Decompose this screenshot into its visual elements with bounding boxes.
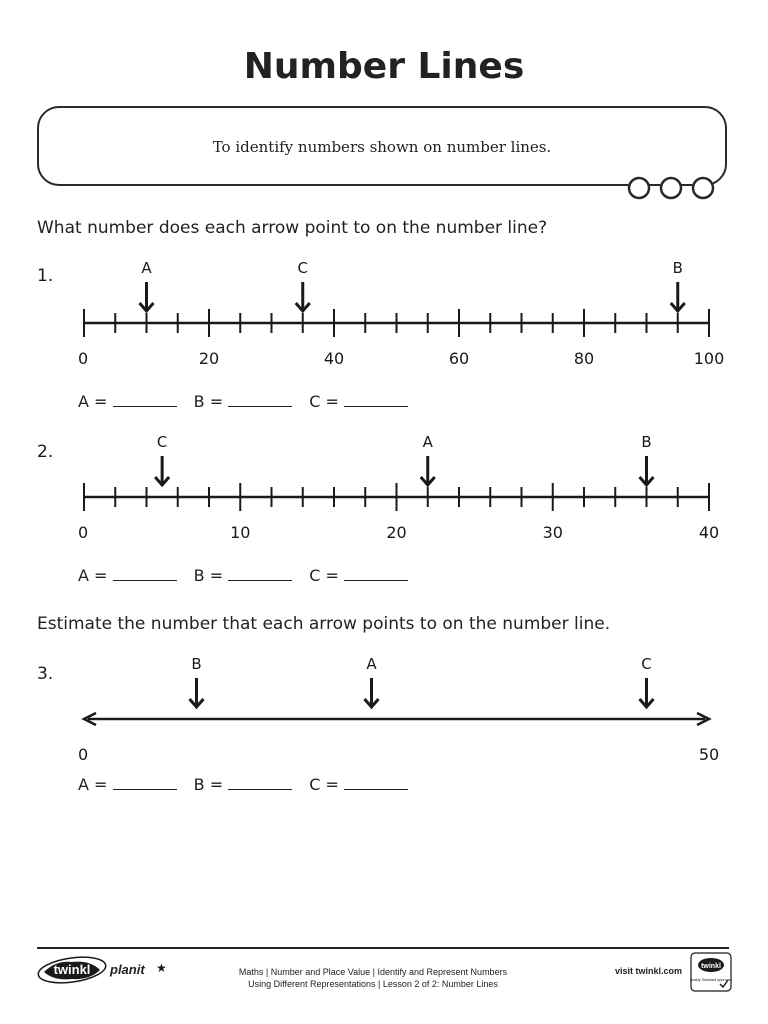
star-icon: ★ bbox=[156, 961, 167, 975]
answer-c-label: C = bbox=[309, 775, 339, 794]
arrow-label: A bbox=[141, 259, 152, 277]
arrow-label: B bbox=[191, 655, 202, 673]
tick-label: 80 bbox=[573, 349, 595, 368]
section1-instruction: What number does each arrow point to on the number line? bbox=[37, 218, 548, 238]
badge-caption-text: Quality Standard Approved bbox=[690, 978, 732, 982]
tick-label: 60 bbox=[448, 349, 470, 368]
answer-b-label: B = bbox=[193, 566, 224, 585]
question-2-number: 2. bbox=[37, 442, 54, 462]
answer-c-label: C = bbox=[309, 392, 339, 411]
answer-b-blank[interactable] bbox=[228, 566, 292, 581]
footer-curriculum-text bbox=[200, 966, 546, 990]
arrow-label: B bbox=[672, 259, 683, 277]
tick-label: 0 bbox=[78, 349, 89, 368]
tick-label: 0 bbox=[78, 523, 89, 542]
number-line-1 bbox=[0, 250, 768, 410]
arrow-label: C bbox=[641, 655, 652, 673]
question-3-number: 3. bbox=[37, 664, 54, 684]
arrow-label: C bbox=[156, 433, 168, 451]
objective-text: To identify numbers shown on number lines. bbox=[212, 138, 552, 156]
footer-line-1: Maths | Number and Place Value | Identify and Represent Numbers bbox=[238, 967, 508, 977]
arrow-label: B bbox=[641, 433, 652, 451]
question-1-number: 1. bbox=[37, 266, 54, 286]
page-title: Number Lines bbox=[243, 46, 525, 87]
arrow-label: A bbox=[366, 655, 377, 673]
bead-decoration bbox=[626, 176, 716, 200]
tick-label: 40 bbox=[323, 349, 345, 368]
answer-c-label: C = bbox=[309, 566, 339, 585]
answer-a-blank[interactable] bbox=[113, 775, 177, 790]
answer-b-blank[interactable] bbox=[228, 775, 292, 790]
tick-label: 30 bbox=[542, 523, 563, 542]
answer-b-label: B = bbox=[193, 775, 224, 794]
answer-c-blank[interactable] bbox=[344, 775, 408, 790]
quality-badge-icon bbox=[690, 952, 732, 992]
answer-b-label: B = bbox=[193, 392, 224, 411]
answer-a-label: A = bbox=[78, 392, 108, 411]
arrow-label: C bbox=[297, 259, 308, 277]
tick-label: 20 bbox=[198, 349, 220, 368]
tick-label: 20 bbox=[386, 523, 407, 542]
answer-b-blank[interactable] bbox=[228, 392, 292, 407]
twinkl-logo[interactable] bbox=[36, 952, 108, 988]
footer-line-2: Using Different Representations | Lesson 2 of 2: Number Lines bbox=[248, 979, 498, 989]
answer-a-blank[interactable] bbox=[113, 566, 177, 581]
twinkl-logo-text: twinkl bbox=[53, 962, 91, 977]
tick-label: 40 bbox=[698, 523, 720, 542]
section2-instruction: Estimate the number that each arrow points to on the number line. bbox=[37, 614, 611, 634]
tick-label: 0 bbox=[78, 745, 89, 764]
tick-label: 100 bbox=[693, 349, 725, 368]
planit-logo: planit bbox=[110, 962, 145, 977]
answer-c-blank[interactable] bbox=[344, 566, 408, 581]
number-line-2 bbox=[0, 424, 768, 584]
tick-label: 50 bbox=[698, 745, 720, 764]
footer-rule bbox=[37, 947, 729, 949]
answer-a-label: A = bbox=[78, 775, 108, 794]
tick-label: 10 bbox=[230, 523, 251, 542]
badge-brand-text: twinkl bbox=[701, 963, 721, 970]
answer-a-label: A = bbox=[78, 566, 108, 585]
answer-row-3 bbox=[78, 775, 420, 794]
answer-row-1 bbox=[78, 392, 420, 411]
footer-visit-link[interactable]: visit twinkl.com bbox=[614, 966, 682, 976]
answer-a-blank[interactable] bbox=[113, 392, 177, 407]
answer-c-blank[interactable] bbox=[344, 392, 408, 407]
answer-row-2 bbox=[78, 566, 420, 585]
arrow-label: A bbox=[422, 433, 433, 451]
